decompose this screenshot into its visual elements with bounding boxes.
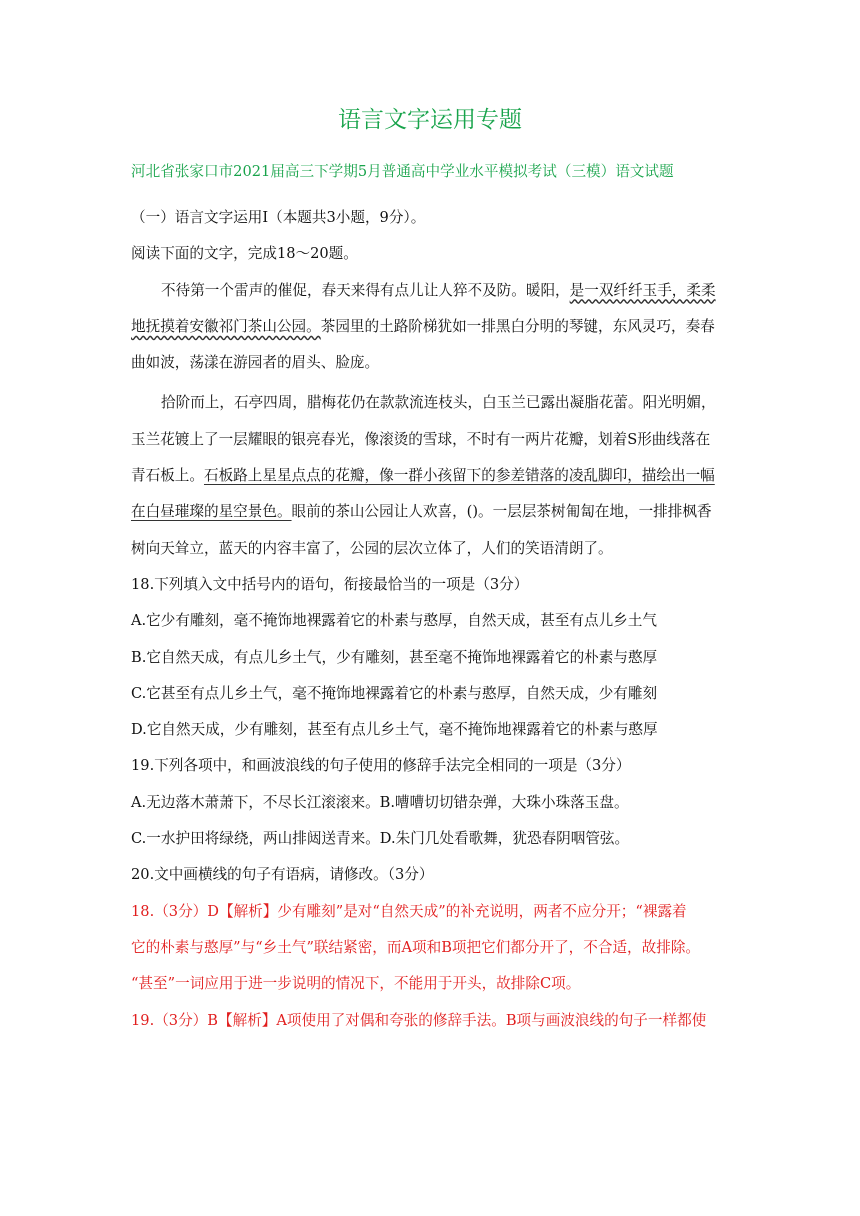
passage-paragraph-1 [131,273,731,382]
underlined-text: 在白昼璀璨的星空景色。 [131,503,292,521]
option-b: B.它自然天成，有点儿乡土气，少有雕刻，甚至毫不掩饰地裸露着它的朴素与憨厚 [131,648,658,666]
paragraph-line: 玉兰花镀上了一层耀眼的银亮春光，像滚烫的雪球，不时有一两片花瓣，划着S形曲线落在 [131,430,711,448]
paragraph-line: 树向天耸立，蓝天的内容丰富了，公园的层次立体了，人们的笑语清朗了。 [131,539,613,557]
exam-subtitle: 河北省张家口市2021届高三下学期5月普通高中学业水平模拟考试（三模）语文试题 [131,163,674,180]
wavy-underlined-text: 是一双纤纤玉手，柔柔 [569,281,716,299]
underlined-text: 石板路上星星点点的花瓣，像一群小孩留下的参差错落的凌乱脚印，描绘出一幅 [203,467,715,485]
text-run: 青石板上。 [131,467,204,485]
question-18 [131,567,731,748]
page-title: 语言文字运用专题 [338,107,522,133]
options-cd: C.一水护田将绿绕，两山排闼送青来。D.朱门几处看歌舞，犹恐春阴咽管弦。 [131,830,630,848]
section-heading: （一）语言文字运用Ⅰ（本题共3小题，9分）。 [131,209,426,226]
question-stem: 19.下列各项中，和画波浪线的句子使用的修辞手法完全相同的一项是（3分） [131,757,631,775]
paragraph-line [131,273,731,309]
document-body [131,200,731,1039]
answer-line: 18.（3分）D【解析】少有雕刻”是对“自然天成”的补充说明，两者不应分开；“裸露着 [131,902,687,920]
answer-line: “甚至”一词应用于进一步说明的情况下，不能用于开头，故排除C项。 [131,975,581,993]
paragraph-line: 曲如波，荡漾在游园者的眉头、脸庞。 [131,354,380,372]
paragraph-line [131,309,731,345]
paragraph-line [131,458,731,494]
question-19 [131,748,731,857]
paragraph-line: 拾阶而上，石亭四周，腊梅花仍在款款流连枝头，白玉兰已露出凝脂花蕾。阳光明媚， [161,394,716,412]
question-stem: 18.下列填入文中括号内的语句，衔接最恰当的一项是（3分） [131,575,529,593]
option-c: C.它甚至有点儿乡土气，毫不掩饰地裸露着它的朴素与憨厚，自然天成，少有雕刻 [131,684,658,702]
passage-paragraph-2 [131,385,731,566]
question-stem: 20.文中画横线的句子有语病，请修改。（3分） [131,866,434,884]
question-20 [131,857,731,893]
instruction: 阅读下面的文字，完成18～20题。 [131,245,358,263]
answer-line: 19.（3分）B【解析】A项使用了对偶和夸张的修辞手法。B项与画波浪线的句子一样都使 [131,1011,707,1029]
answer-line: 它的朴素与憨厚”与“乡土气”联结紧密，而A项和B项把它们都分开了，不合适，故排除。 [131,938,701,956]
answer-section [131,894,731,1039]
text-run: 眼前的茶山公园让人欢喜，()。一层层茶树匍匐在地，一排排枫香 [291,503,712,521]
wavy-underlined-text: 地抚摸着安徽祁门茶山公园。 [131,317,321,335]
paragraph-line [131,494,731,530]
option-d: D.它自然天成，少有雕刻，甚至有点儿乡土气，毫不掩饰地裸露着它的朴素与憨厚 [131,721,658,739]
text-run: 茶园里的土路阶梯犹如一排黑白分明的琴键，东风灵巧，奏春 [320,317,715,335]
options-ab: A.无边落木萧萧下，不尽长江滚滚来。B.嘈嘈切切错杂弹，大珠小珠落玉盘。 [131,793,629,811]
text-run: 不待第一个雷声的催促，春天来得有点儿让人猝不及防。暖阳， [161,281,570,299]
option-a: A.它少有雕刻，毫不掩饰地裸露着它的朴素与憨厚，自然天成，甚至有点儿乡土气 [131,612,657,630]
